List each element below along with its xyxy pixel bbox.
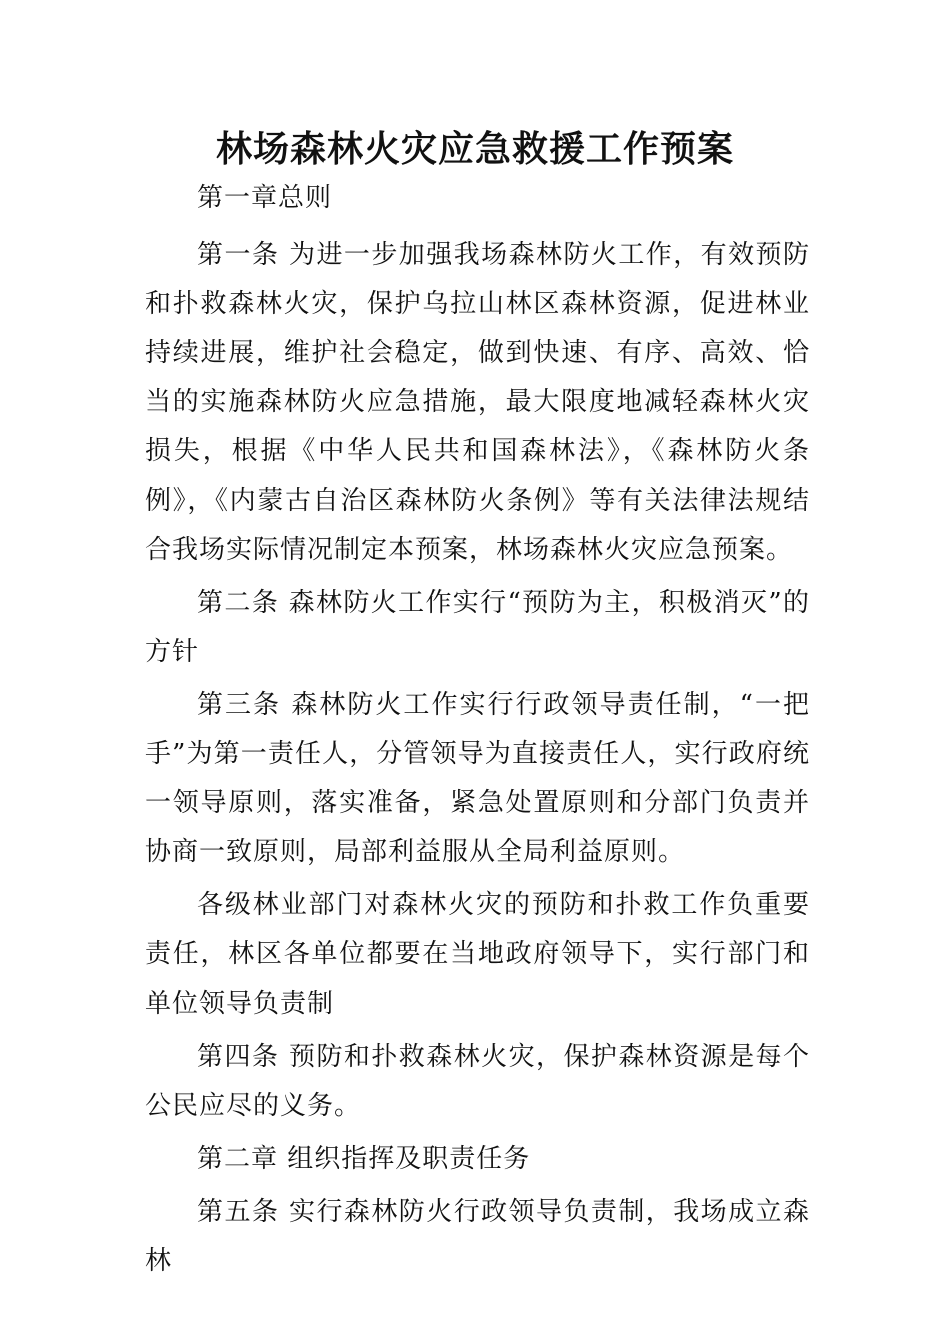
- article-3-paragraph: 第三条 森林防火工作实行行政领导责任制，“一把手”为第一责任人，分管领导为直接责任人，实行政府统一领导原则，落实准备，紧急处置原则和分部门负责并协商一致原则，局部利益服从全局利益原则。: [145, 689, 810, 868]
- article-4-paragraph: 第四条 预防和扑救森林火灾，保护森林资源是每个公民应尽的义务。: [145, 1041, 810, 1121]
- article-5-paragraph: 第五条 实行森林防火行政领导负责制，我场成立森林: [145, 1196, 810, 1276]
- document-body: [145, 174, 810, 1286]
- chapter-heading-1: 第一章总则: [197, 183, 333, 213]
- article-1-paragraph: 第一条 为进一步加强我场森林防火工作，有效预防和扑救森林火灾，保护乌拉山林区森林资源，促进林业持续进展，维护社会稳定，做到快速、有序、高效、恰当的实施森林防火应急措施，最大限度地减轻森林火灾损失，根据《中华人民共和国森林法》，《森林防火条例》，《内蒙古自治区森林防火条例》等有关法律法规结合我场实际情况制定本预案，林场森林火灾应急预案。: [145, 240, 810, 565]
- article-2-paragraph: 第二条 森林防火工作实行“预防为主，积极消灭”的方针: [145, 587, 810, 667]
- chapter-heading-2: 第二章 组织指挥及职责任务: [197, 1143, 531, 1174]
- article-3-sub-paragraph: 各级林业部门对森林火灾的预防和扑救工作负重要责任，林区各单位都要在当地政府领导下，实行部门和单位领导负责制: [145, 890, 810, 1019]
- document-title: 林场森林火灾应急救援工作预案: [215, 129, 734, 170]
